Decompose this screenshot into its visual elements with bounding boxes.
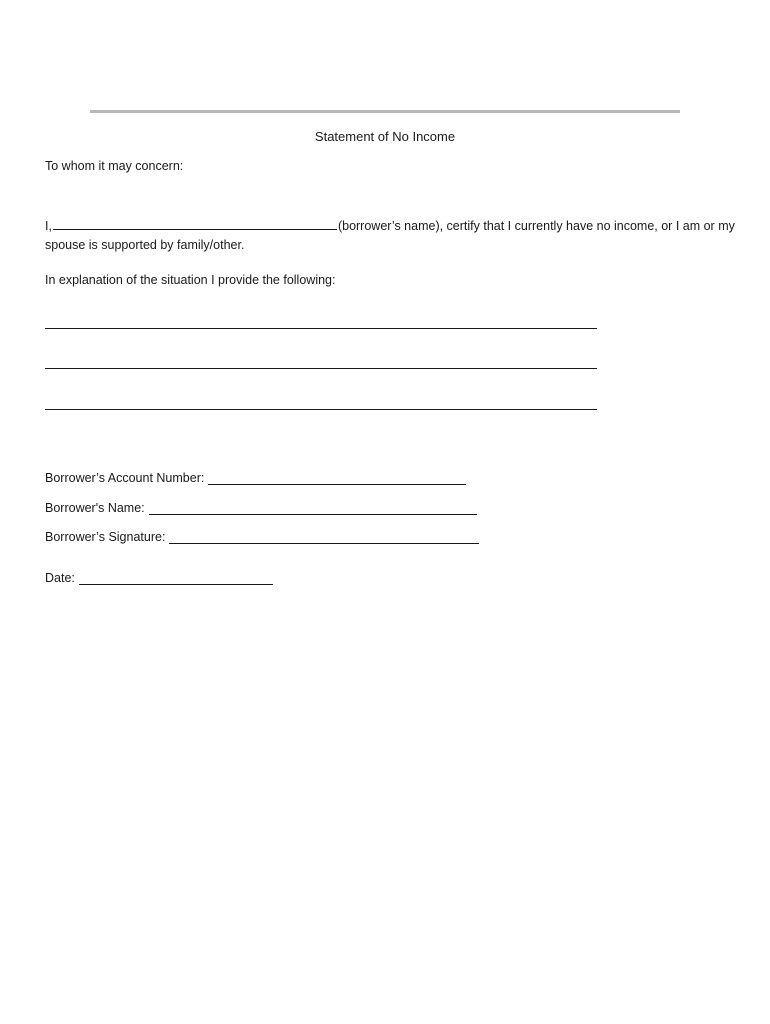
date-field: [45, 571, 273, 585]
account-number-blank[interactable]: [208, 471, 466, 485]
account-number-field: [45, 471, 466, 485]
document-title: Statement of No Income: [314, 129, 456, 144]
signature-label: Borrower’s Signature:: [45, 530, 166, 544]
explanation-line-2[interactable]: [45, 368, 597, 369]
explanation-line-1[interactable]: [45, 328, 597, 329]
borrower-name-blank[interactable]: [53, 217, 337, 230]
explanation-prompt: In explanation of the situation I provide the following:: [45, 273, 336, 287]
borrower-name-field: [45, 501, 477, 515]
salutation: To whom it may concern:: [45, 159, 184, 173]
signature-field: [45, 530, 479, 544]
explanation-line-3[interactable]: [45, 409, 597, 410]
borrower-name-line[interactable]: [149, 501, 477, 515]
date-label: Date:: [45, 571, 75, 585]
signature-blank[interactable]: [169, 530, 479, 544]
account-number-label: Borrower’s Account Number:: [45, 471, 205, 485]
certify-prefix: I,: [45, 219, 52, 233]
certification-paragraph: [45, 217, 735, 255]
date-blank[interactable]: [79, 571, 273, 585]
certify-suffix: (borrower’s name), certify that I currently have no income, or I am or my spouse is supported by family/other.: [45, 219, 735, 252]
top-divider: [90, 110, 680, 113]
borrower-name-label: Borrower's Name:: [45, 501, 145, 515]
